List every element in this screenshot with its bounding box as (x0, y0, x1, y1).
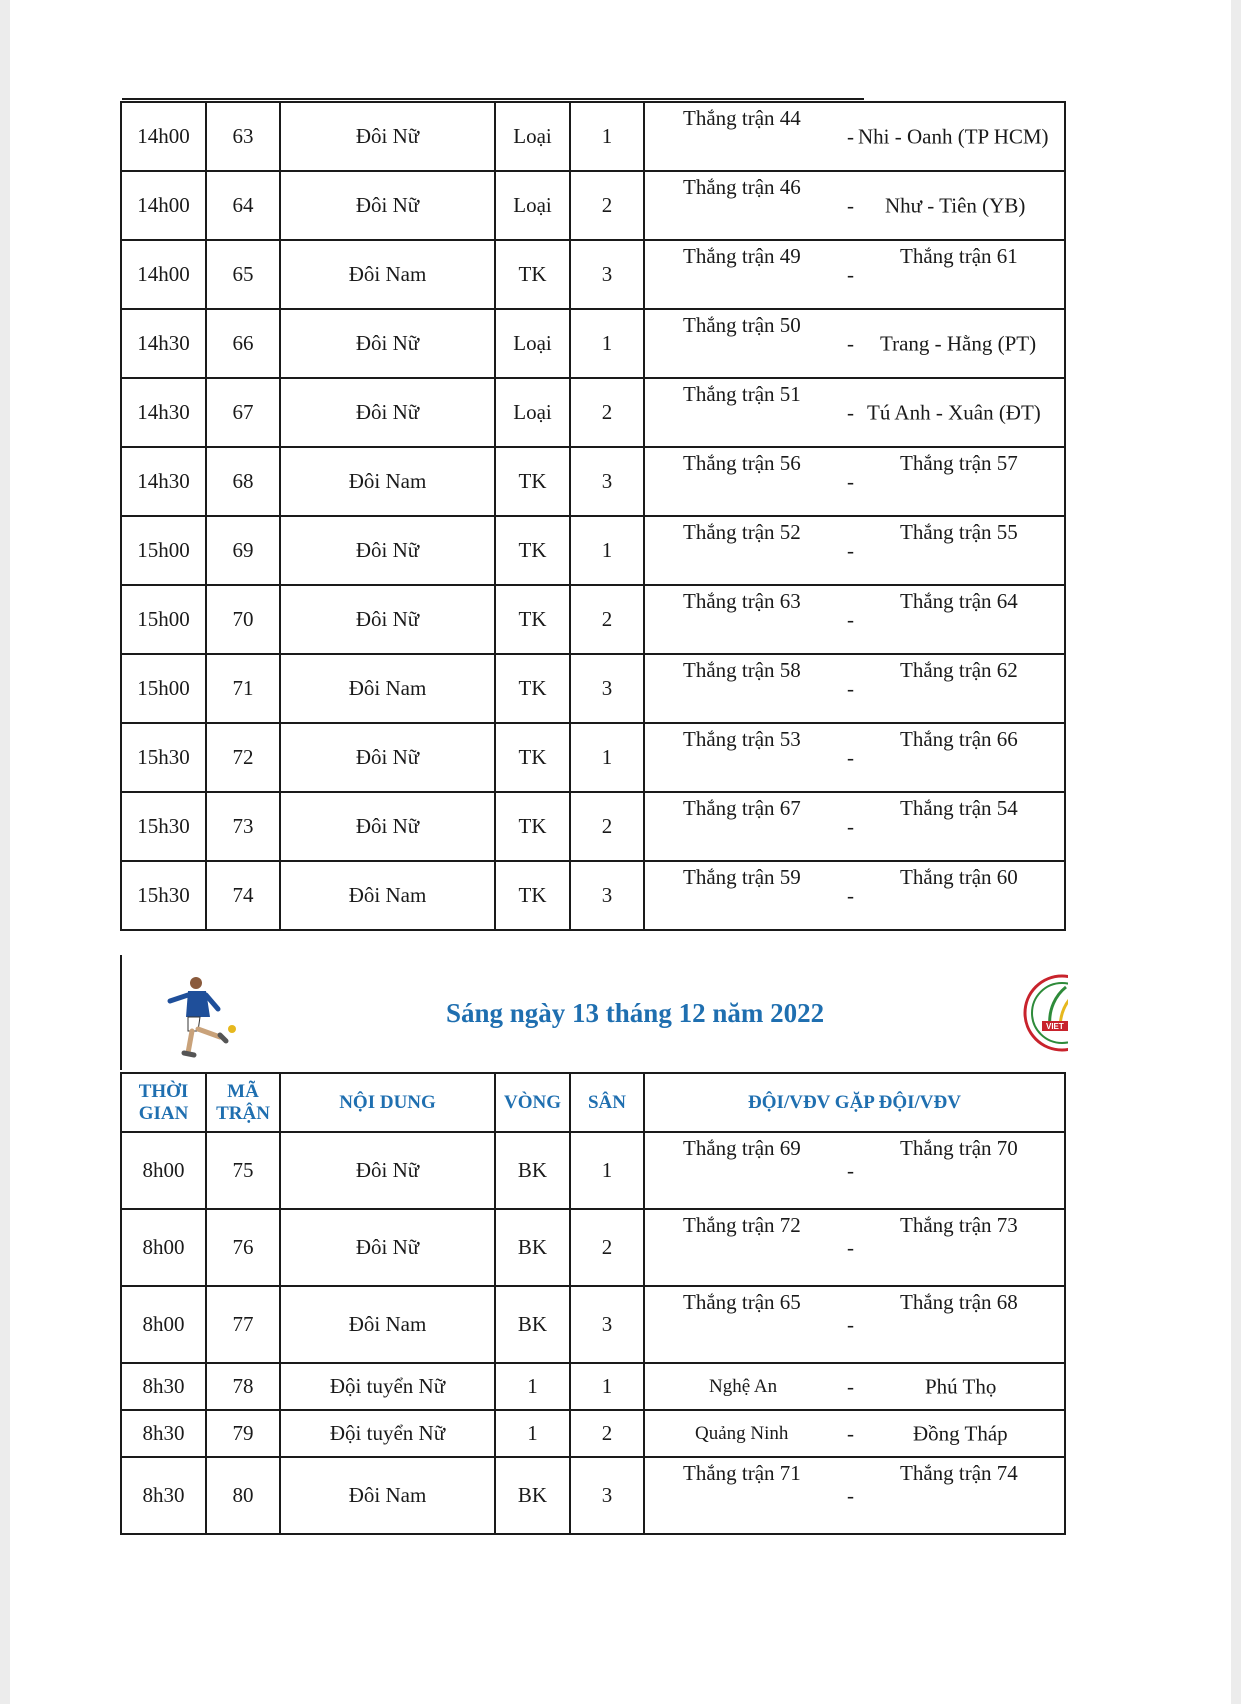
versus-dash: - (847, 1374, 854, 1398)
federation-logo-icon (1020, 973, 1068, 1053)
table-row (121, 447, 1065, 516)
team-b: Như - Tiên (YB) (885, 193, 1026, 217)
matchup-cell (644, 654, 1065, 723)
round-cell: TK (495, 654, 570, 723)
content-cell: Đôi Nữ (280, 723, 495, 792)
court-cell: 3 (570, 447, 644, 516)
versus-dash: - (847, 1421, 854, 1445)
team-a: Thắng trận 50 (683, 313, 801, 337)
round-cell: TK (495, 516, 570, 585)
team-a: Thắng trận 52 (683, 520, 801, 544)
table-row (121, 171, 1065, 240)
versus-dash: - (847, 745, 854, 769)
team-b: Thắng trận 54 (900, 796, 1018, 820)
match-code-cell: 71 (206, 654, 280, 723)
content-cell: Đôi Nam (280, 1286, 495, 1363)
match-code-cell: 63 (206, 102, 280, 171)
match-code-cell: 64 (206, 171, 280, 240)
match-code-cell: 66 (206, 309, 280, 378)
table-row (121, 861, 1065, 930)
versus-dash: - (847, 400, 854, 424)
content-cell: Đôi Nam (280, 861, 495, 930)
time-cell: 14h30 (121, 309, 206, 378)
table-row (121, 585, 1065, 654)
team-b: Thắng trận 68 (900, 1290, 1018, 1314)
match-code-cell: 75 (206, 1132, 280, 1209)
team-a: Nghệ An (709, 1375, 778, 1397)
team-b: Tú Anh - Xuân (ĐT) (867, 400, 1041, 424)
team-b: Thắng trận 55 (900, 520, 1018, 544)
content-cell: Đôi Nữ (280, 585, 495, 654)
matchup-cell (644, 1363, 1065, 1410)
team-b: Đồng Tháp (913, 1421, 1008, 1445)
team-a: Thắng trận 58 (683, 658, 801, 682)
match-code-cell: 65 (206, 240, 280, 309)
versus-dash: - (847, 331, 854, 355)
document-page (10, 0, 1231, 1704)
round-cell: Loại (495, 378, 570, 447)
time-cell: 8h00 (121, 1132, 206, 1209)
header-matchup: ĐỘI/VĐV GẶP ĐỘI/VĐV (644, 1073, 1065, 1132)
team-a: Thắng trận 46 (683, 175, 801, 199)
header-court: SÂN (570, 1073, 644, 1132)
time-cell: 8h30 (121, 1363, 206, 1410)
court-cell: 2 (570, 378, 644, 447)
matchup-cell (644, 723, 1065, 792)
court-cell: 2 (570, 792, 644, 861)
table-row (121, 792, 1065, 861)
team-a: Thắng trận 51 (683, 382, 801, 406)
team-b: Thắng trận 74 (900, 1461, 1018, 1485)
round-cell: TK (495, 723, 570, 792)
round-cell: Loại (495, 309, 570, 378)
round-cell: Loại (495, 102, 570, 171)
matchup-cell (644, 516, 1065, 585)
round-cell: TK (495, 447, 570, 516)
table-row (121, 1457, 1065, 1534)
match-code-cell: 78 (206, 1363, 280, 1410)
versus-dash: - (847, 883, 854, 907)
versus-dash: - (847, 676, 854, 700)
matchup-cell (644, 378, 1065, 447)
team-b: Thắng trận 64 (900, 589, 1018, 613)
versus-dash: - (847, 124, 854, 148)
matchup-cell (644, 240, 1065, 309)
time-cell: 14h00 (121, 171, 206, 240)
content-cell: Đôi Nam (280, 654, 495, 723)
header-round: VÒNG (495, 1073, 570, 1132)
time-cell: 15h00 (121, 654, 206, 723)
matchup-cell (644, 309, 1065, 378)
match-code-cell: 70 (206, 585, 280, 654)
team-b: Thắng trận 73 (900, 1213, 1018, 1237)
matchup-cell (644, 102, 1065, 171)
table-row (121, 1209, 1065, 1286)
match-code-cell: 76 (206, 1209, 280, 1286)
team-a: Thắng trận 53 (683, 727, 801, 751)
time-cell: 15h00 (121, 585, 206, 654)
match-code-cell: 67 (206, 378, 280, 447)
match-code-cell: 68 (206, 447, 280, 516)
court-cell: 1 (570, 1363, 644, 1410)
table-row (121, 378, 1065, 447)
team-b: Thắng trận 62 (900, 658, 1018, 682)
versus-dash: - (847, 1235, 854, 1259)
team-a: Thắng trận 49 (683, 244, 801, 268)
team-b: Thắng trận 57 (900, 451, 1018, 475)
court-cell: 1 (570, 102, 644, 171)
time-cell: 14h00 (121, 240, 206, 309)
content-cell: Đôi Nam (280, 447, 495, 516)
content-cell: Đội tuyển Nữ (280, 1410, 495, 1457)
team-b: Thắng trận 70 (900, 1136, 1018, 1160)
match-code-cell: 80 (206, 1457, 280, 1534)
versus-dash: - (847, 538, 854, 562)
section-banner (120, 955, 1066, 1070)
versus-dash: - (847, 1483, 854, 1507)
round-cell: TK (495, 240, 570, 309)
matchup-cell (644, 861, 1065, 930)
time-cell: 15h30 (121, 723, 206, 792)
header-match-code: MÃ TRẬN (206, 1073, 280, 1132)
court-cell: 3 (570, 240, 644, 309)
table-row (121, 1286, 1065, 1363)
time-cell: 8h00 (121, 1286, 206, 1363)
court-cell: 1 (570, 516, 644, 585)
match-code-cell: 77 (206, 1286, 280, 1363)
matchup-cell (644, 792, 1065, 861)
table-row (121, 309, 1065, 378)
content-cell: Đội tuyển Nữ (280, 1363, 495, 1410)
matchup-cell (644, 1457, 1065, 1534)
match-code-cell: 73 (206, 792, 280, 861)
versus-dash: - (847, 814, 854, 838)
content-cell: Đôi Nữ (280, 792, 495, 861)
time-cell: 8h00 (121, 1209, 206, 1286)
content-cell: Đôi Nữ (280, 102, 495, 171)
content-cell: Đôi Nữ (280, 171, 495, 240)
table-row (121, 1132, 1065, 1209)
court-cell: 2 (570, 171, 644, 240)
table-row (121, 240, 1065, 309)
time-cell: 14h30 (121, 447, 206, 516)
team-b: Phú Thọ (925, 1374, 997, 1398)
versus-dash: - (847, 1312, 854, 1336)
content-cell: Đôi Nữ (280, 378, 495, 447)
versus-dash: - (847, 607, 854, 631)
court-cell: 2 (570, 1410, 644, 1457)
time-cell: 8h30 (121, 1457, 206, 1534)
section-title: Sáng ngày 13 tháng 12 năm 2022 (446, 998, 825, 1028)
team-a: Thắng trận 63 (683, 589, 801, 613)
content-cell: Đôi Nam (280, 240, 495, 309)
matchup-cell (644, 1132, 1065, 1209)
team-a: Thắng trận 65 (683, 1290, 801, 1314)
table-row (121, 102, 1065, 171)
content-cell: Đôi Nam (280, 1457, 495, 1534)
table-row (121, 654, 1065, 723)
team-a: Thắng trận 69 (683, 1136, 801, 1160)
court-cell: 1 (570, 309, 644, 378)
content-cell: Đôi Nữ (280, 1209, 495, 1286)
round-cell: BK (495, 1457, 570, 1534)
table-row (121, 516, 1065, 585)
matchup-cell (644, 1209, 1065, 1286)
round-cell: Loại (495, 171, 570, 240)
header-time: THỜI GIAN (121, 1073, 206, 1132)
matchup-cell (644, 171, 1065, 240)
svg-text:VIET: VIET (1046, 1022, 1064, 1031)
versus-dash: - (847, 262, 854, 286)
table-row (121, 1410, 1065, 1457)
time-cell: 8h30 (121, 1410, 206, 1457)
content-cell: Đôi Nữ (280, 516, 495, 585)
match-code-cell: 69 (206, 516, 280, 585)
team-a: Thắng trận 72 (683, 1213, 801, 1237)
morning-schedule-table (120, 1072, 1066, 1535)
round-cell: 1 (495, 1410, 570, 1457)
versus-dash: - (847, 193, 854, 217)
content-cell: Đôi Nữ (280, 1132, 495, 1209)
team-b: Thắng trận 61 (900, 244, 1018, 268)
court-cell: 3 (570, 1286, 644, 1363)
time-cell: 15h30 (121, 861, 206, 930)
court-cell: 2 (570, 585, 644, 654)
round-cell: BK (495, 1286, 570, 1363)
time-cell: 15h00 (121, 516, 206, 585)
round-cell: TK (495, 861, 570, 930)
top-rule (122, 98, 864, 100)
team-a: Thắng trận 56 (683, 451, 801, 475)
team-a: Thắng trận 44 (683, 106, 801, 130)
round-cell: TK (495, 792, 570, 861)
team-a: Thắng trận 59 (683, 865, 801, 889)
time-cell: 14h00 (121, 102, 206, 171)
matchup-cell (644, 1286, 1065, 1363)
round-cell: BK (495, 1132, 570, 1209)
match-code-cell: 79 (206, 1410, 280, 1457)
table-header-row (121, 1073, 1065, 1132)
match-code-cell: 74 (206, 861, 280, 930)
round-cell: BK (495, 1209, 570, 1286)
team-a: Quảng Ninh (695, 1422, 789, 1444)
content-cell: Đôi Nữ (280, 309, 495, 378)
team-b: Thắng trận 66 (900, 727, 1018, 751)
table-row (121, 723, 1065, 792)
time-cell: 14h30 (121, 378, 206, 447)
team-b: Trang - Hằng (PT) (880, 331, 1037, 355)
court-cell: 3 (570, 1457, 644, 1534)
court-cell: 3 (570, 861, 644, 930)
round-cell: 1 (495, 1363, 570, 1410)
court-cell: 1 (570, 723, 644, 792)
match-code-cell: 72 (206, 723, 280, 792)
court-cell: 3 (570, 654, 644, 723)
footbag-player-icon (162, 973, 242, 1063)
court-cell: 1 (570, 1132, 644, 1209)
afternoon-schedule-table (120, 101, 1066, 931)
versus-dash: - (847, 469, 854, 493)
team-a: Thắng trận 71 (683, 1461, 801, 1485)
time-cell: 15h30 (121, 792, 206, 861)
team-b: Thắng trận 60 (900, 865, 1018, 889)
team-b: Nhi - Oanh (TP HCM) (858, 124, 1049, 148)
matchup-cell (644, 447, 1065, 516)
team-a: Thắng trận 67 (683, 796, 801, 820)
table-row (121, 1363, 1065, 1410)
matchup-cell (644, 1410, 1065, 1457)
versus-dash: - (847, 1158, 854, 1182)
court-cell: 2 (570, 1209, 644, 1286)
round-cell: TK (495, 585, 570, 654)
matchup-cell (644, 585, 1065, 654)
header-content: NỘI DUNG (280, 1073, 495, 1132)
